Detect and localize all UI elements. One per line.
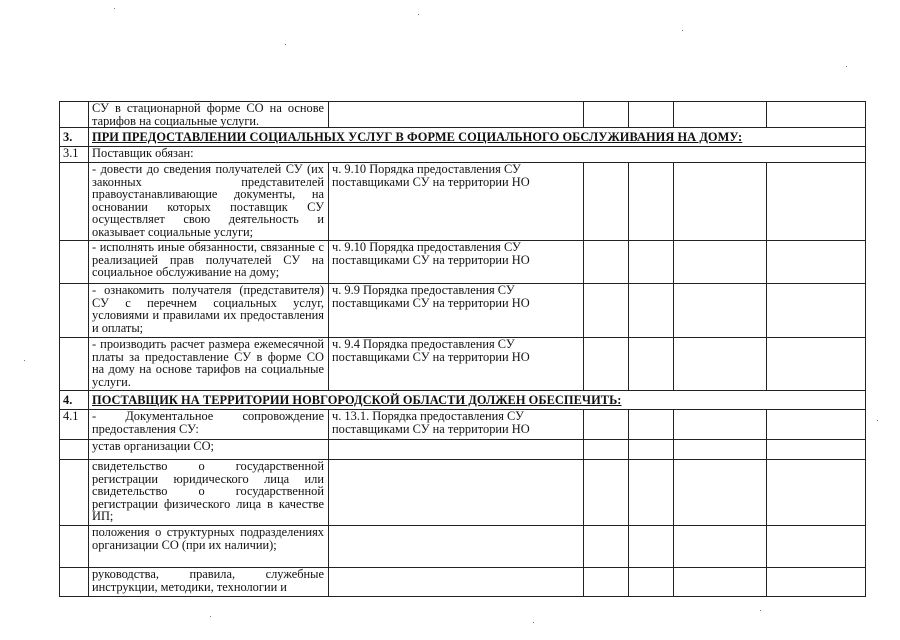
scan-speck [24,360,25,361]
requirement-text: Поставщик обязан: [89,147,866,163]
empty-cell [674,102,767,128]
table-row [60,526,866,568]
table-row [60,338,866,391]
row-number: 3.1 [60,147,89,163]
empty-cell [674,526,767,568]
requirement-text: - Документальное сопровождение предоставления СУ: [89,410,329,440]
empty-cell [629,568,674,597]
empty-cell [767,568,866,597]
row-number [60,102,89,128]
table-row [60,568,866,597]
row-number [60,526,89,568]
requirement-text: - исполнять иные обязанности, связанные с реализацией прав получателей СУ на социальное обслуживание на дому; [89,241,329,284]
empty-cell [584,102,629,128]
section-title: ПРИ ПРЕДОСТАВЛЕНИИ СОЦИАЛЬНЫХ УСЛУГ В ФОРМЕ СОЦИАЛЬНОГО ОБСЛУЖИВАНИЯ НА ДОМУ: [89,128,866,147]
legal-reference [329,440,584,460]
section-title: ПОСТАВЩИК НА ТЕРРИТОРИИ НОВГОРОДСКОЙ ОБЛАСТИ ДОЛЖЕН ОБЕСПЕЧИТЬ: [89,391,866,410]
section-number: 3. [60,128,89,147]
legal-reference [329,102,584,128]
table-row [60,440,866,460]
empty-cell [629,440,674,460]
legal-reference [329,568,584,597]
row-number [60,284,89,338]
requirement-text: - производить расчет размера ежемесячной платы за предоставление СУ в форме СО на дому на основе тарифов на социальные услуги. [89,338,329,391]
empty-cell [584,284,629,338]
empty-cell [674,284,767,338]
empty-cell [584,568,629,597]
empty-cell [629,410,674,440]
section-number: 4. [60,391,89,410]
scan-speck [682,30,683,31]
empty-cell [674,241,767,284]
empty-cell [674,163,767,241]
empty-cell [674,440,767,460]
empty-cell [584,241,629,284]
empty-cell [767,440,866,460]
empty-cell [629,163,674,241]
legal-reference [329,526,584,568]
table-row [60,147,866,163]
empty-cell [767,102,866,128]
section-header-row [60,391,866,410]
empty-cell [767,460,866,526]
scan-speck [760,610,761,611]
scan-speck [285,44,286,45]
empty-cell [767,410,866,440]
table-row [60,102,866,128]
empty-cell [674,410,767,440]
table-row [60,241,866,284]
legal-reference: ч. 13.1. Порядка предоставления СУ поставщиками СУ на территории НО [329,410,584,440]
row-number [60,338,89,391]
empty-cell [584,460,629,526]
empty-cell [629,460,674,526]
requirement-text: - довести до сведения получателей СУ (их законных представителей правоустанавливающие документы, на основании которых поставщик СУ осуществляет свою деятельность и оказывает социальные услуги; [89,163,329,241]
row-number [60,460,89,526]
empty-cell [584,440,629,460]
empty-cell [629,102,674,128]
empty-cell [674,568,767,597]
requirements-table [59,101,866,597]
table-row [60,163,866,241]
empty-cell [584,163,629,241]
requirement-text: СУ в стационарной форме СО на основе тарифов на социальные услуги. [89,102,329,128]
section-header-row [60,128,866,147]
scan-speck [877,420,878,421]
empty-cell [629,241,674,284]
empty-cell [767,284,866,338]
requirement-text: устав организации СО; [89,440,329,460]
scan-speck [114,8,115,9]
requirement-text: руководства, правила, служебные инструкции, методики, технологии и [89,568,329,597]
scan-speck [846,66,847,67]
row-number [60,440,89,460]
legal-reference: ч. 9.4 Порядка предоставления СУ поставщиками СУ на территории НО [329,338,584,391]
legal-reference: ч. 9.10 Порядка предоставления СУ поставщиками СУ на территории НО [329,163,584,241]
row-number [60,241,89,284]
table-row [60,284,866,338]
requirement-text: положения о структурных подразделениях организации СО (при их наличии); [89,526,329,568]
empty-cell [767,338,866,391]
row-number [60,163,89,241]
empty-cell [584,410,629,440]
empty-cell [629,526,674,568]
scan-speck [210,616,211,617]
requirement-text: свидетельство о государственной регистрации юридического лица или свидетельство о государственной регистрации физического лица в качестве ИП; [89,460,329,526]
empty-cell [767,241,866,284]
legal-reference: ч. 9.9 Порядка предоставления СУ поставщиками СУ на территории НО [329,284,584,338]
row-number [60,568,89,597]
legal-reference: ч. 9.10 Порядка предоставления СУ поставщиками СУ на территории НО [329,241,584,284]
row-number: 4.1 [60,410,89,440]
empty-cell [584,526,629,568]
empty-cell [767,526,866,568]
scan-speck [418,14,419,15]
empty-cell [584,338,629,391]
empty-cell [674,460,767,526]
empty-cell [767,163,866,241]
empty-cell [674,338,767,391]
scan-speck [533,622,534,623]
requirement-text: - ознакомить получателя (представителя) СУ с перечнем социальных услуг, условиями и правилами их предоставления и оплаты; [89,284,329,338]
empty-cell [629,284,674,338]
legal-reference [329,460,584,526]
table-row [60,460,866,526]
table-row [60,410,866,440]
empty-cell [629,338,674,391]
